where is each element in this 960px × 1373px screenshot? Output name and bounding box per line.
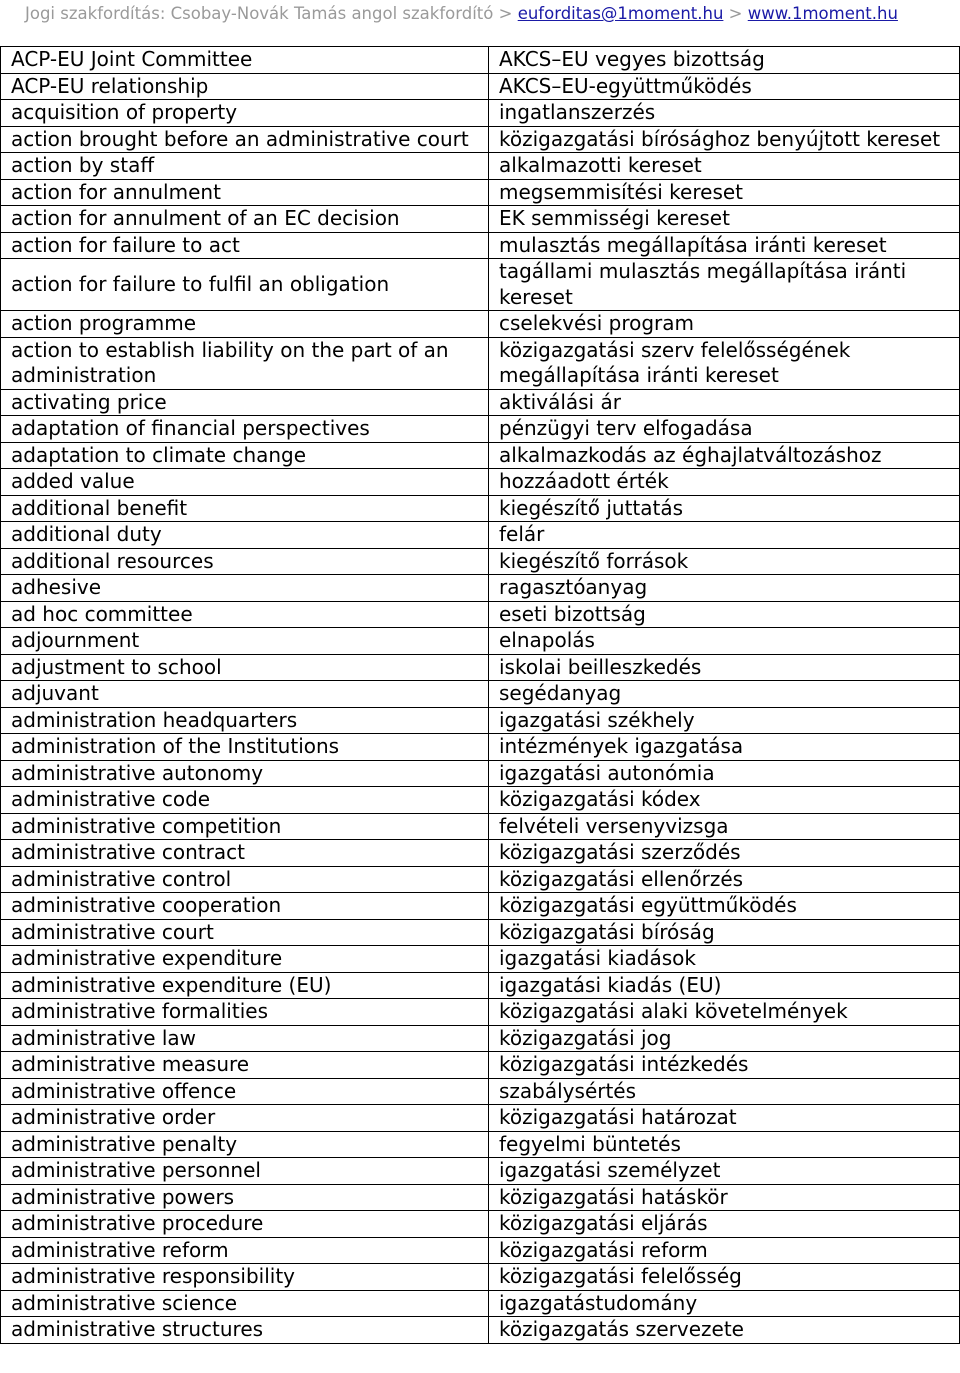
table-row — [1, 442, 960, 469]
hungarian-term: EK semmisségi kereset — [489, 206, 960, 233]
english-term: action programme — [1, 311, 489, 338]
table-row — [1, 311, 960, 338]
table-row — [1, 972, 960, 999]
table-row — [1, 601, 960, 628]
table-row — [1, 206, 960, 233]
table-row — [1, 337, 960, 389]
english-term: administrative measure — [1, 1052, 489, 1079]
table-row — [1, 866, 960, 893]
table-row — [1, 893, 960, 920]
table-row — [1, 1052, 960, 1079]
english-term: adjuvant — [1, 681, 489, 708]
table-row — [1, 259, 960, 311]
english-term: administrative law — [1, 1025, 489, 1052]
page-header — [25, 4, 898, 24]
english-term: administrative court — [1, 919, 489, 946]
hungarian-term: közigazgatási alaki követelmények — [489, 999, 960, 1026]
hungarian-term: cselekvési program — [489, 311, 960, 338]
english-term: action for annulment of an EC decision — [1, 206, 489, 233]
english-term: administration of the Institutions — [1, 734, 489, 761]
hungarian-term: eseti bizottság — [489, 601, 960, 628]
hungarian-term: közigazgatási bírósághoz benyújtott kereset — [489, 126, 960, 153]
table-row — [1, 946, 960, 973]
table-row — [1, 1264, 960, 1291]
hungarian-term: AKCS–EU vegyes bizottság — [489, 47, 960, 74]
english-term: administrative cooperation — [1, 893, 489, 920]
table-row — [1, 840, 960, 867]
english-term: administrative responsibility — [1, 1264, 489, 1291]
english-term: action for failure to fulfil an obligation — [1, 259, 489, 311]
hungarian-term: közigazgatási felelősség — [489, 1264, 960, 1291]
hungarian-term: közigazgatási hatáskör — [489, 1184, 960, 1211]
hungarian-term: közigazgatási együttműködés — [489, 893, 960, 920]
hungarian-term: igazgatási személyzet — [489, 1158, 960, 1185]
english-term: administrative personnel — [1, 1158, 489, 1185]
hungarian-term: közigazgatás szervezete — [489, 1317, 960, 1344]
table-row — [1, 232, 960, 259]
table-row — [1, 1211, 960, 1238]
hungarian-term: felár — [489, 522, 960, 549]
english-term: ACP-EU relationship — [1, 73, 489, 100]
hungarian-term: közigazgatási határozat — [489, 1105, 960, 1132]
glossary-table — [0, 46, 960, 1344]
english-term: action for annulment — [1, 179, 489, 206]
hungarian-term: közigazgatási reform — [489, 1237, 960, 1264]
table-row — [1, 919, 960, 946]
hungarian-term: közigazgatási bíróság — [489, 919, 960, 946]
english-term: administrative structures — [1, 1317, 489, 1344]
english-term: administrative code — [1, 787, 489, 814]
english-term: administrative powers — [1, 1184, 489, 1211]
hungarian-term: igazgatási kiadások — [489, 946, 960, 973]
english-term: action to establish liability on the part of an administration — [1, 337, 489, 389]
table-row — [1, 1131, 960, 1158]
english-term: administrative science — [1, 1290, 489, 1317]
english-term: additional benefit — [1, 495, 489, 522]
english-term: administrative expenditure (EU) — [1, 972, 489, 999]
table-row — [1, 100, 960, 127]
hungarian-term: mulasztás megállapítása iránti kereset — [489, 232, 960, 259]
english-term: activating price — [1, 389, 489, 416]
english-term: additional duty — [1, 522, 489, 549]
english-term: acquisition of property — [1, 100, 489, 127]
hungarian-term: hozzáadott érték — [489, 469, 960, 496]
table-row — [1, 628, 960, 655]
table-row — [1, 760, 960, 787]
english-term: ACP-EU Joint Committee — [1, 47, 489, 74]
english-term: adjustment to school — [1, 654, 489, 681]
hungarian-term: igazgatási kiadás (EU) — [489, 972, 960, 999]
hungarian-term: szabálysértés — [489, 1078, 960, 1105]
hungarian-term: ragasztóanyag — [489, 575, 960, 602]
english-term: adaptation to climate change — [1, 442, 489, 469]
english-term: added value — [1, 469, 489, 496]
table-row — [1, 73, 960, 100]
table-row — [1, 495, 960, 522]
table-row — [1, 1158, 960, 1185]
hungarian-term: közigazgatási jog — [489, 1025, 960, 1052]
hungarian-term: közigazgatási intézkedés — [489, 1052, 960, 1079]
hungarian-term: alkalmazkodás az éghajlatváltozáshoz — [489, 442, 960, 469]
english-term: adhesive — [1, 575, 489, 602]
hungarian-term: igazgatási székhely — [489, 707, 960, 734]
table-row — [1, 1078, 960, 1105]
hungarian-term: kiegészítő források — [489, 548, 960, 575]
table-row — [1, 654, 960, 681]
table-row — [1, 999, 960, 1026]
english-term: adaptation of financial perspectives — [1, 416, 489, 443]
english-term: action for failure to act — [1, 232, 489, 259]
english-term: additional resources — [1, 548, 489, 575]
header-prefix: Jogi szakfordítás: Csobay-Novák Tamás angol szakfordító > — [25, 4, 513, 23]
hungarian-term: kiegészítő juttatás — [489, 495, 960, 522]
hungarian-term: közigazgatási kódex — [489, 787, 960, 814]
hungarian-term: közigazgatási ellenőrzés — [489, 866, 960, 893]
email-link[interactable]: euforditas@1moment.hu — [517, 4, 724, 23]
table-row — [1, 126, 960, 153]
english-term: administrative formalities — [1, 999, 489, 1026]
english-term: administrative autonomy — [1, 760, 489, 787]
hungarian-term: ingatlanszerzés — [489, 100, 960, 127]
hungarian-term: pénzügyi terv elfogadása — [489, 416, 960, 443]
table-row — [1, 813, 960, 840]
table-row — [1, 522, 960, 549]
table-row — [1, 1184, 960, 1211]
english-term: administrative procedure — [1, 1211, 489, 1238]
hungarian-term: igazgatási autonómia — [489, 760, 960, 787]
english-term: administrative control — [1, 866, 489, 893]
table-row — [1, 548, 960, 575]
table-row — [1, 681, 960, 708]
english-term: administrative competition — [1, 813, 489, 840]
hungarian-term: tagállami mulasztás megállapítása iránti kereset — [489, 259, 960, 311]
english-term: administrative expenditure — [1, 946, 489, 973]
hungarian-term: alkalmazotti kereset — [489, 153, 960, 180]
english-term: administrative order — [1, 1105, 489, 1132]
website-link[interactable]: www.1moment.hu — [747, 4, 898, 23]
hungarian-term: közigazgatási eljárás — [489, 1211, 960, 1238]
hungarian-term: fegyelmi büntetés — [489, 1131, 960, 1158]
hungarian-term: aktiválási ár — [489, 389, 960, 416]
hungarian-term: segédanyag — [489, 681, 960, 708]
table-row — [1, 1317, 960, 1344]
table-row — [1, 707, 960, 734]
hungarian-term: intézmények igazgatása — [489, 734, 960, 761]
english-term: administrative contract — [1, 840, 489, 867]
table-row — [1, 469, 960, 496]
table-row — [1, 1290, 960, 1317]
table-row — [1, 153, 960, 180]
table-row — [1, 575, 960, 602]
hungarian-term: közigazgatási szerv felelősségének megállapítása iránti kereset — [489, 337, 960, 389]
header-separator: > — [728, 4, 743, 23]
table-row — [1, 47, 960, 74]
english-term: administrative penalty — [1, 1131, 489, 1158]
hungarian-term: elnapolás — [489, 628, 960, 655]
hungarian-term: közigazgatási szerződés — [489, 840, 960, 867]
english-term: action by staff — [1, 153, 489, 180]
hungarian-term: felvételi versenyvizsga — [489, 813, 960, 840]
table-row — [1, 416, 960, 443]
english-term: administrative reform — [1, 1237, 489, 1264]
english-term: administration headquarters — [1, 707, 489, 734]
table-row — [1, 787, 960, 814]
table-row — [1, 1237, 960, 1264]
table-row — [1, 179, 960, 206]
hungarian-term: megsemmisítési kereset — [489, 179, 960, 206]
hungarian-term: iskolai beilleszkedés — [489, 654, 960, 681]
english-term: ad hoc committee — [1, 601, 489, 628]
hungarian-term: AKCS–EU-együttműködés — [489, 73, 960, 100]
english-term: administrative offence — [1, 1078, 489, 1105]
hungarian-term: igazgatástudomány — [489, 1290, 960, 1317]
glossary-body — [1, 47, 960, 1344]
table-row — [1, 1105, 960, 1132]
table-row — [1, 734, 960, 761]
english-term: adjournment — [1, 628, 489, 655]
table-row — [1, 1025, 960, 1052]
english-term: action brought before an administrative court — [1, 126, 489, 153]
table-row — [1, 389, 960, 416]
